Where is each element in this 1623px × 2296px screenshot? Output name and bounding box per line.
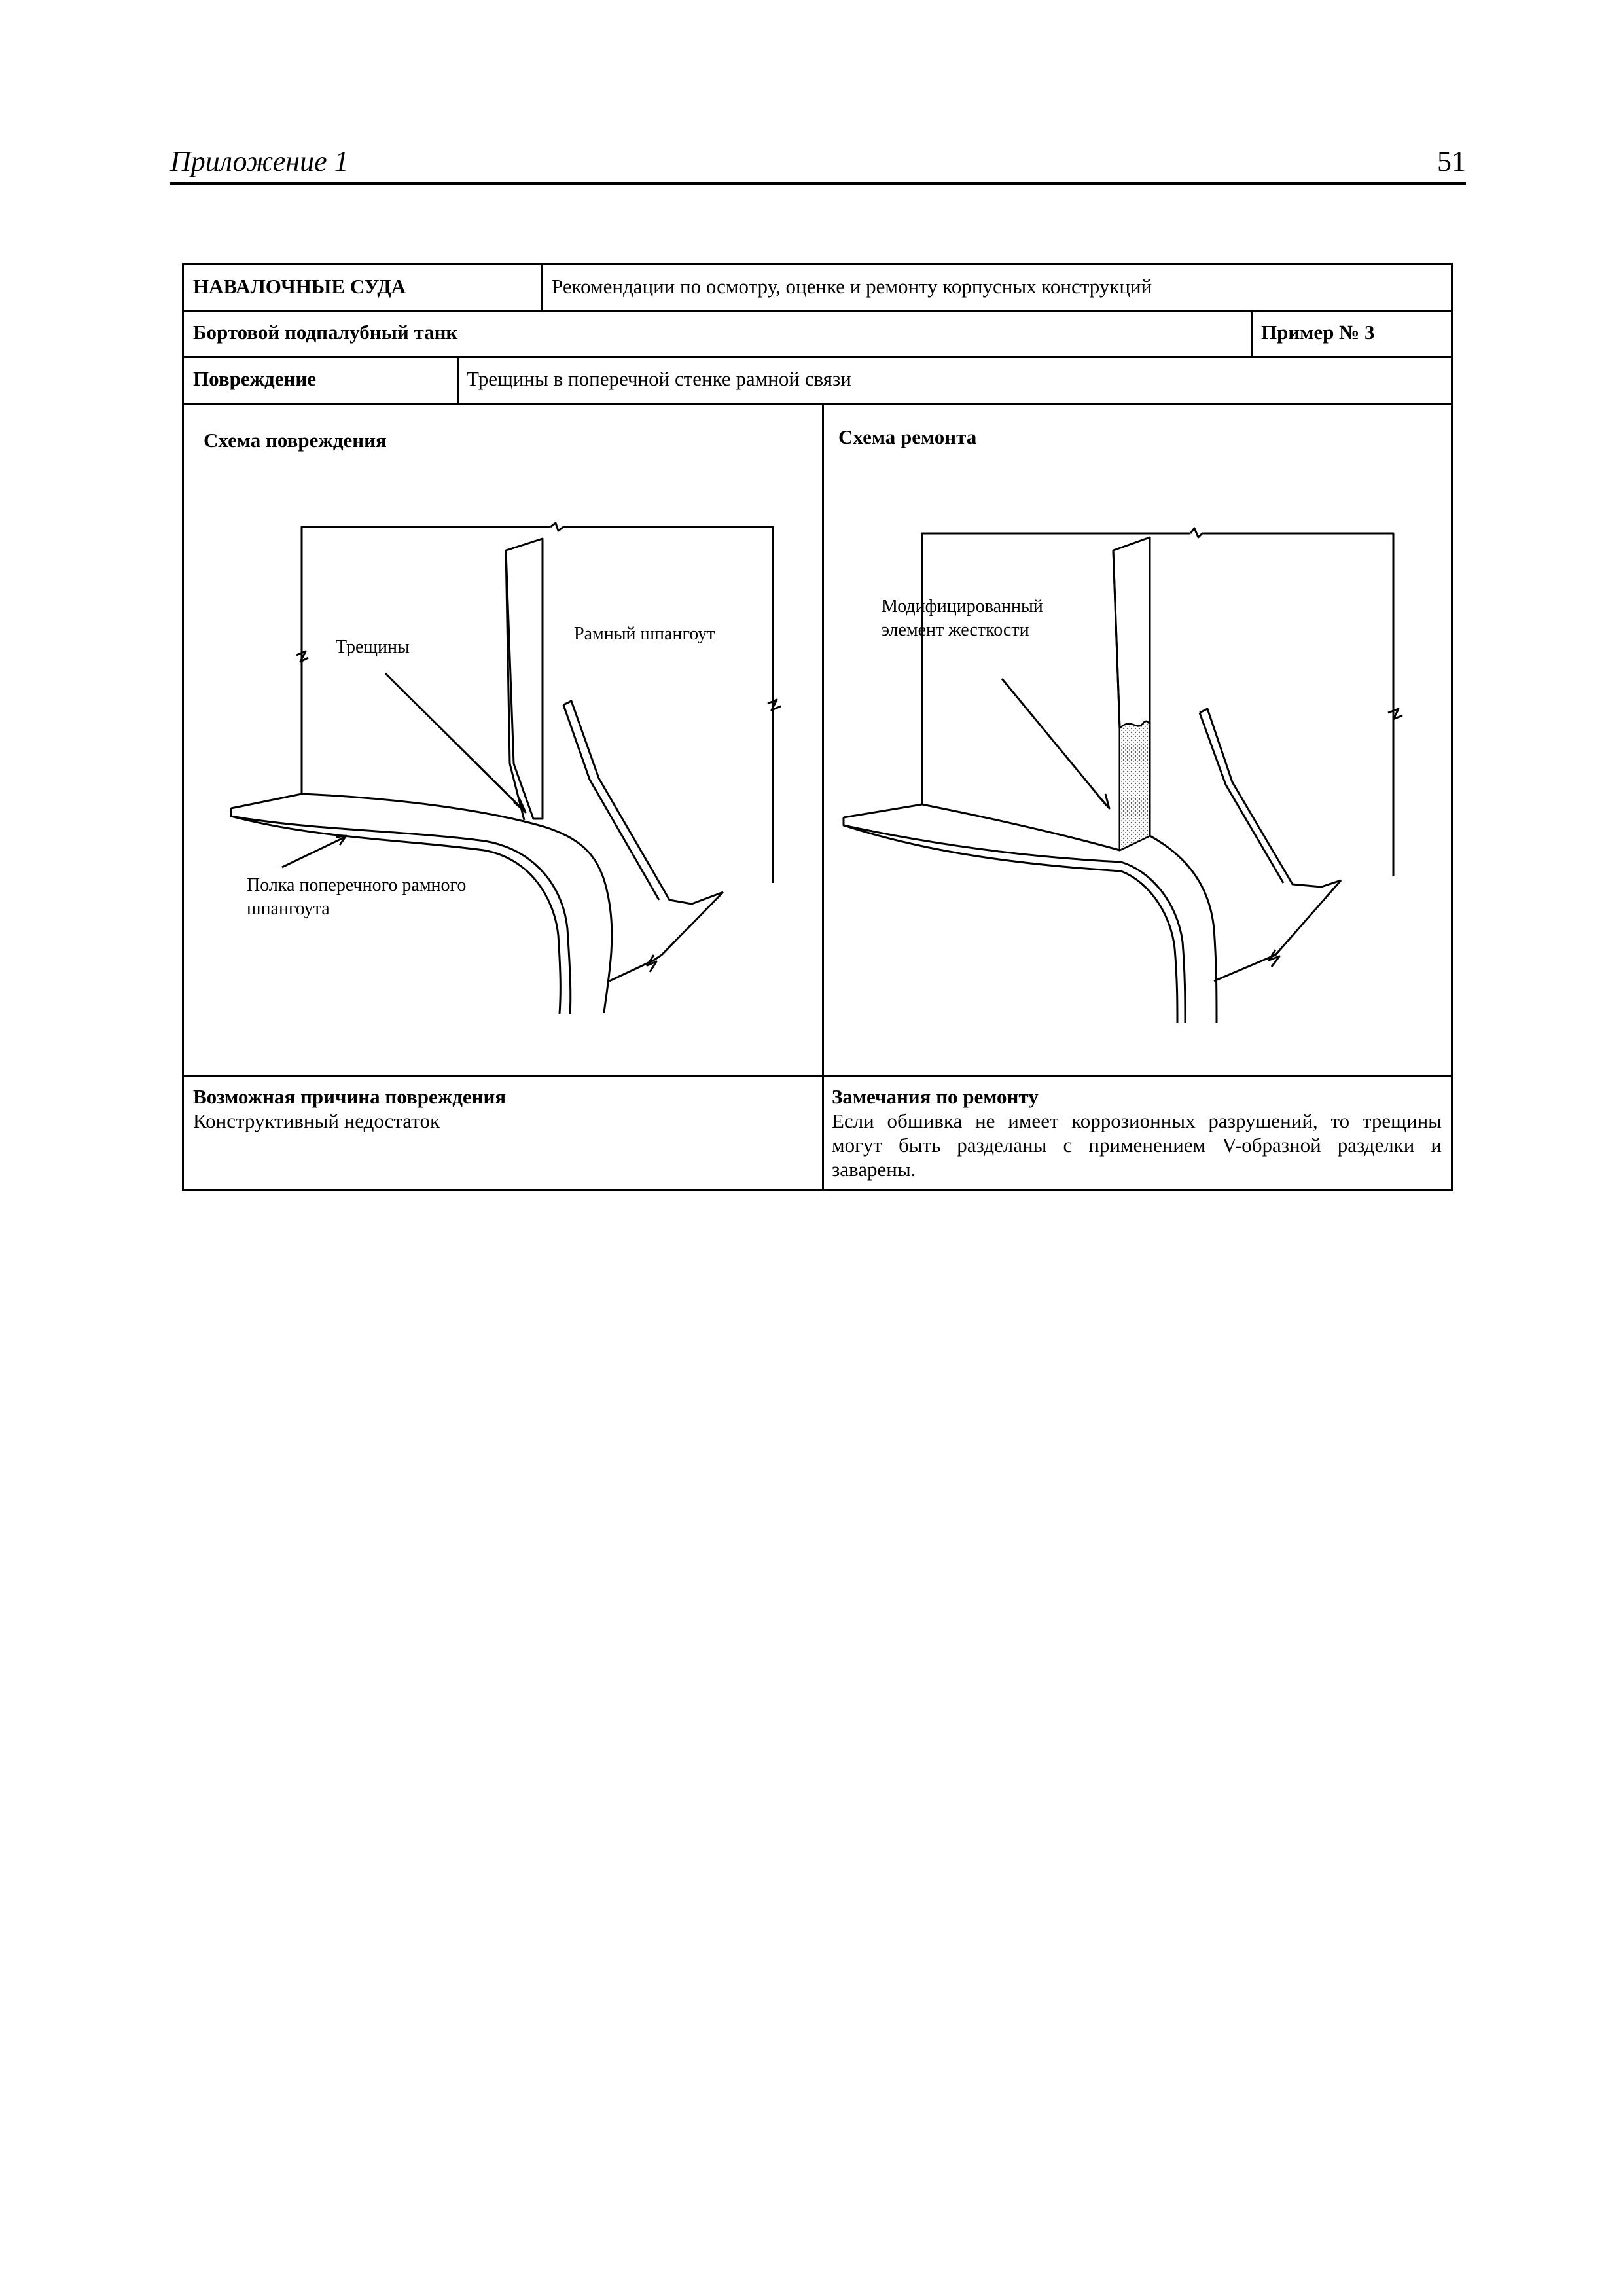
- col-divider-row2: [1251, 310, 1253, 356]
- repair-scheme-title: Схема ремонта: [838, 425, 977, 448]
- repair-notes-title: Замечания по ремонту: [832, 1085, 1039, 1108]
- repair-notes-text: Если обшивка не имеет коррозионных разрушений, то трещины могут быть разделаны с применением V-образной разделки и заварены.: [832, 1109, 1442, 1181]
- flange-label-line2: шпангоута: [247, 899, 330, 919]
- inspection-table: [182, 263, 1453, 1191]
- web-frame-label: Рамный шпангоут: [574, 624, 715, 644]
- flange-label-line1: Полка поперечного рамного: [247, 875, 467, 895]
- damage-scheme-title: Схема повреждения: [204, 429, 387, 452]
- repair-scheme-drawing: [824, 405, 1452, 1074]
- example-cell: Пример № 3: [1261, 321, 1375, 344]
- stiffener-label-line2: элемент жесткости: [882, 620, 1029, 640]
- page-number: 51: [1437, 145, 1466, 177]
- damage-label: Повреждение: [193, 367, 316, 390]
- row-divider-1: [184, 310, 1451, 312]
- stiffener-label-line1: Модифицированный: [882, 596, 1043, 617]
- col-divider-row1: [541, 265, 543, 310]
- subject-cell: Рекомендации по осмотру, оценке и ремонту корпусных конструкций: [552, 275, 1152, 298]
- row-divider-4: [184, 1075, 1451, 1077]
- damage-value: Трещины в поперечной стенке рамной связи: [467, 367, 851, 390]
- category-cell: НАВАЛОЧНЫЕ СУДА: [193, 275, 406, 298]
- cause-text: Конструктивный недостаток: [193, 1109, 440, 1132]
- row-divider-2: [184, 356, 1451, 358]
- col-divider-row3: [457, 356, 459, 403]
- damage-scheme-drawing: [184, 405, 820, 1074]
- cracks-label: Трещины: [336, 637, 410, 657]
- location-cell: Бортовой подпалубный танк: [193, 321, 458, 344]
- cause-title: Возможная причина повреждения: [193, 1085, 507, 1108]
- page-header: [170, 143, 1466, 185]
- appendix-title: Приложение 1: [170, 145, 349, 177]
